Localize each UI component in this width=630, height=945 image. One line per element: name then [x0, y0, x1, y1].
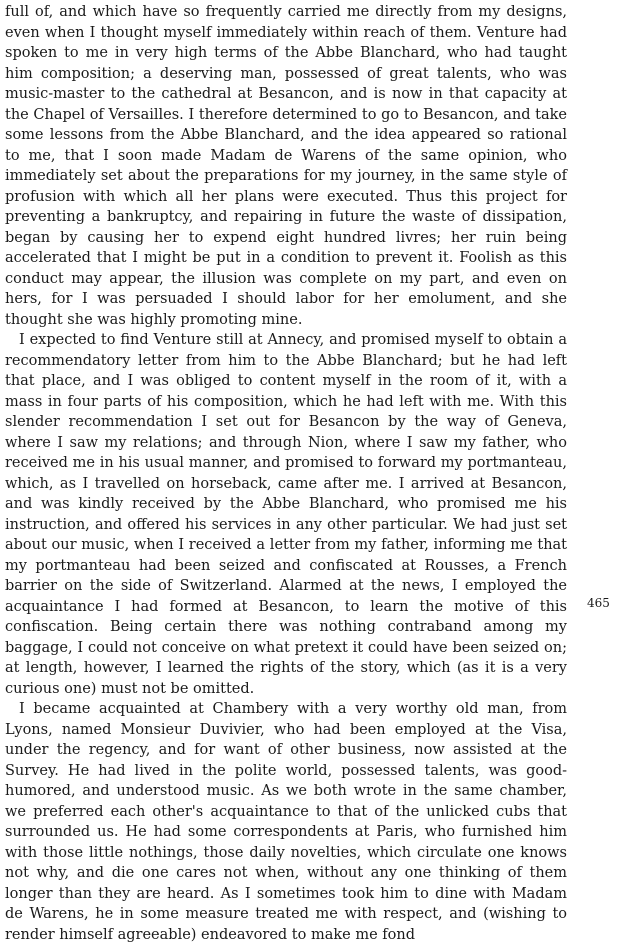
body-text — [5, 2, 567, 945]
paragraph-venture-annecy: I expected to find Venture still at Annecy, and promised myself to obtain a recommendatory letter from him to the Abbe Blanchard; but he had left that place, and I was obliged to content myself in the room of it, with a mass in four parts of his composition, which he had left with me. With this slender recommendation I set out for Besancon by the way of Geneva, where I saw my relations; and through Nion, where I saw my father, who received me in his usual manner, and promised to forward my portmanteau, which, as I travelled on horseback, came after me. I arrived at Besancon, and was kindly received by the Abbe Blanchard, who promised me his instruction, and offered his services in any other particular. We had just set about our music, when I received a letter from my father, informing me that my portmanteau had been seized and confiscated at Rousses, a French barrier on the side of Switzerland. Alarmed at the news, I employed the acquaintance I had formed at Besancon, to learn the motive of this confiscation. Being certain there was nothing contraband among my baggage, I could not conceive on what pretext it could have been seized on; at length, however, I learned the rights of the story, which (as it is a very curious one) must not be omitted. — [5, 332, 567, 697]
paragraph-continued: full of, and which have so frequently carried me directly from my designs, even when I thought myself immediately within reach of them. Venture had spoken to me in very high terms of the Abbe Blanchard, who had taught him composition; a deserving man, possessed of great talents, who was music-master to the cathedral at Besancon, and is now in that capacity at the Chapel of Versailles. I therefore determined to go to Besancon, and take some lessons from the Abbe Blanchard, and the idea appeared so rational to me, that I soon made Madam de Warens of the same opinion, who immediately set about the preparations for my journey, in the same style of profusion with which all her plans were executed. Thus this project for preventing a bankruptcy, and repairing in future the waste of dissipation, began by causing her to expend eight hundred livres; her ruin being accelerated that I might be put in a condition to prevent it. Foolish as this conduct may appear, the illusion was complete on my part, and even on hers, for I was persuaded I should labor for her emolument, and she thought she was highly promoting mine. — [5, 4, 567, 328]
paragraph-duvivier: I became acquainted at Chambery with a very worthy old man, from Lyons, named Monsieur Duvivier, who had been employed at the Visa, under the regency, and for want of other business, now assisted at the Survey. He had lived in the polite world, possessed talents, was good-humored, and understood music. As we both wrote in the same chamber, we preferred each other's acquaintance to that of the unlicked cubs that surrounded us. He had some correspondents at Paris, who furnished him with those little nothings, those daily novelties, which circulate one knows not why, and die one cares not when, without any one thinking of them longer than they are heard. As I sometimes took him to dine with Madam de Warens, he in some measure treated me with respect, and (wishing to render himself agreeable) endeavored to make me fond — [5, 701, 567, 943]
page-number: 465 — [587, 596, 610, 610]
